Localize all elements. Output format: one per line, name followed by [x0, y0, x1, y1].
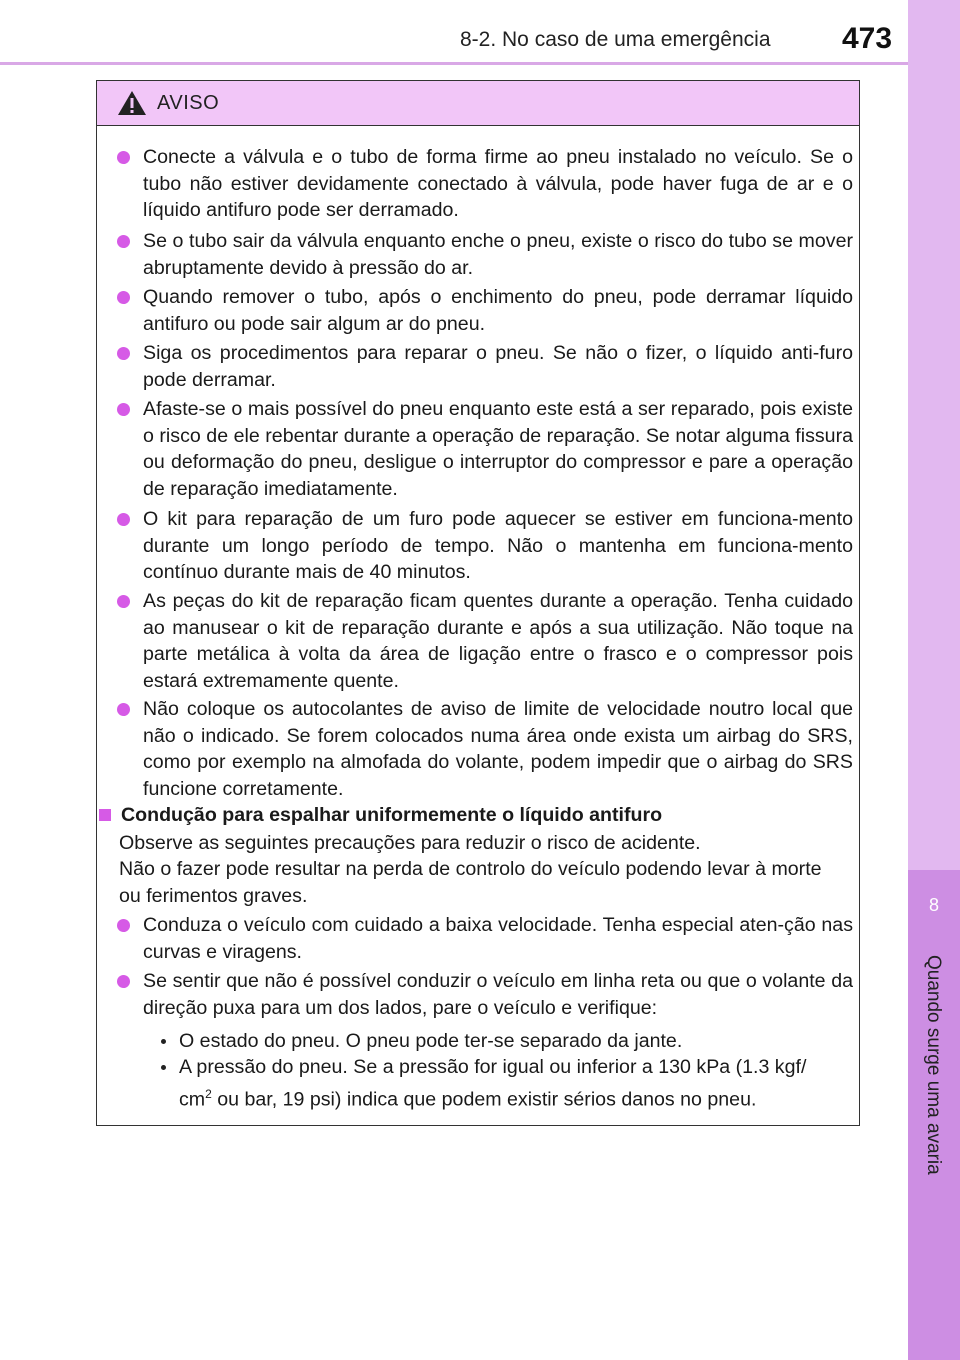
warning-item-text: Quando remover o tubo, após o enchimento do pneu, pode derramar líquido antifuro ou pode sair algum ar do pneu. [143, 286, 853, 335]
check-text-part: A pressão do pneu. Se a pressão for igual ou inferior a 130 kPa (1.3 kgf/ cm [179, 1056, 807, 1111]
chapter-number: 8 [928, 895, 939, 915]
check-item-text: O estado do pneu. O pneu pode ter-se separado da jante. [179, 1030, 683, 1052]
superscript: 2 [205, 1086, 212, 1101]
section-title-text: Condução para espalhar uniformemente o líquido antifuro [121, 804, 663, 826]
warning-item [117, 696, 853, 802]
warning-item-text: Se o tubo sair da válvula enquanto enche o pneu, existe o risco do tubo se mover abruptamente devido à pressão do ar. [143, 230, 853, 279]
warning-header [97, 81, 859, 126]
warning-item-text: Conduza o veículo com cuidado a baixa velocidade. Tenha especial aten-ção nas curvas e viragens. [143, 914, 853, 963]
bullet-icon [117, 513, 130, 526]
warning-item [117, 912, 853, 965]
bullet-icon [117, 403, 130, 416]
header-divider [0, 62, 908, 65]
warning-item-text: Afaste-se o mais possível do pneu enquanto este está a ser reparado, pois existe o risco de ele rebentar durante a operação de reparação. Se notar alguma fissura ou deformação do pneu, desligue o interruptor do compressor e pare a operação de reparação imediatamente. [143, 398, 853, 500]
bullet-icon [117, 235, 130, 248]
bullet-icon [117, 703, 130, 716]
bullet-icon [117, 151, 130, 164]
warning-item-text: Conecte a válvula e o tubo de forma firme ao pneu instalado no veículo. Se o tubo não estiver devidamente conectado à válvula, pode haver fuga de ar e o líquido antifuro pode ser derramado. [143, 146, 853, 221]
warning-label: AVISO [157, 91, 220, 114]
bullet-icon [117, 291, 130, 304]
section-intro: Não o fazer pode resultar na perda de controlo do veículo podendo levar à morte ou ferimentos graves. [119, 858, 822, 907]
section-intro: Observe as seguintes precauções para reduzir o risco de acidente. [119, 832, 701, 854]
warning-item [117, 228, 853, 281]
dot-bullet-icon [161, 1065, 166, 1070]
bullet-icon [117, 975, 130, 988]
page-number: 473 [842, 22, 893, 55]
warning-item-text: O kit para reparação de um furo pode aquecer se estiver em funciona-mento durante um longo período de tempo. Não o mantenha em funciona-mento contínuo durante mais de 40 minutos. [143, 508, 853, 583]
warning-item-text: Siga os procedimentos para reparar o pneu. Se não o fizer, o líquido anti-furo pode derramar. [143, 342, 853, 391]
warning-item [117, 968, 853, 1021]
warning-item [117, 340, 853, 393]
section-title: 8-2. No caso de uma emergência [460, 28, 771, 51]
dot-bullet-icon [161, 1039, 166, 1044]
warning-item-text: As peças do kit de reparação ficam quentes durante a operação. Tenha cuidado ao manusear o kit de reparação durante e após a sua utilização. Não toque na parte metálica à volta da área de ligação entre o frasco e o compressor pois estará extremamente quente. [143, 590, 853, 692]
bullet-icon [117, 347, 130, 360]
warning-item [117, 144, 853, 224]
check-item [161, 1028, 837, 1055]
warning-item [117, 396, 853, 502]
square-bullet-icon [99, 809, 111, 821]
chapter-title: Quando surge uma avaria [923, 955, 944, 1175]
warning-item-text: Se sentir que não é possível conduzir o veículo em linha reta ou que o volante da direção puxa para um dos lados, pare o veículo e verifique: [143, 970, 853, 1019]
check-item-text [179, 1054, 837, 1113]
bullet-icon [117, 595, 130, 608]
warning-item [117, 284, 853, 337]
warning-item [117, 588, 853, 694]
warning-triangle-icon [117, 89, 147, 117]
warning-box [96, 80, 860, 1126]
warning-item-text: Não coloque os autocolantes de aviso de limite de velocidade noutro local que não o indicado. Se forem colocados numa área onde exista um airbag do SRS, como por exemplo na almofada do volante, podem impedir que o airbag do SRS funcione corretamente. [143, 698, 853, 800]
check-item [161, 1054, 837, 1113]
warning-item [117, 506, 853, 586]
bullet-icon [117, 919, 130, 932]
check-text-part: ou bar, 19 psi) indica que podem existir sérios danos no pneu. [211, 1088, 757, 1111]
section-heading [99, 802, 839, 829]
